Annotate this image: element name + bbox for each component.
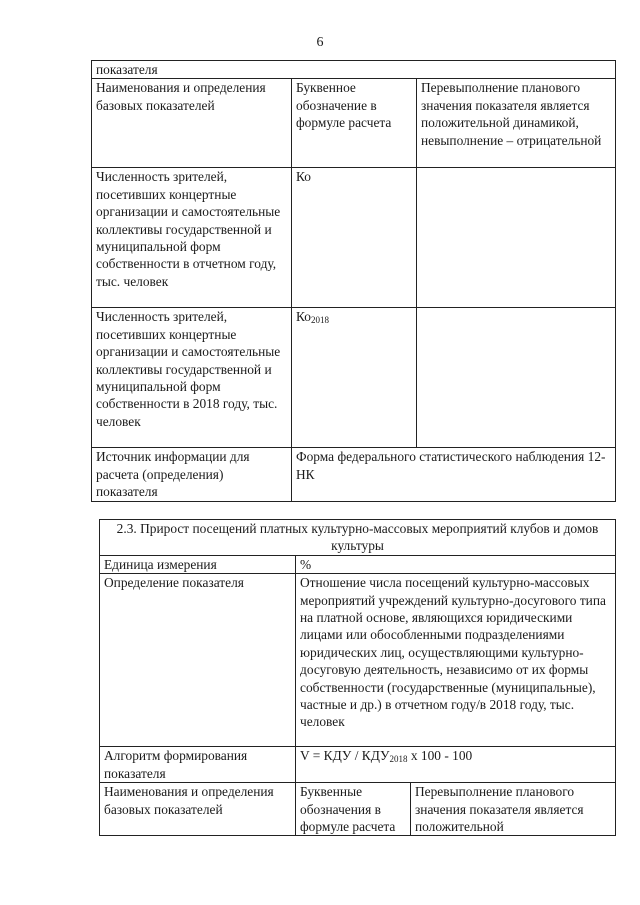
- indicator-symbol: [292, 308, 417, 448]
- table-row: [92, 61, 616, 79]
- unit-value: %: [296, 555, 616, 573]
- indicator-name: Численность зрителей, посетивших концертные организации и самостоятельные коллективы государственной и муниципальной форм собственности в 2018 году, тыс. человек: [92, 308, 292, 448]
- symbol-subscript: 2018: [310, 315, 329, 326]
- header-names: Наименования и определения базовых показателей: [92, 79, 292, 168]
- empty-cell: [417, 308, 616, 448]
- section-title: 2.3. Прирост посещений платных культурно-массовых мероприятий клубов и домов культуры: [100, 520, 616, 556]
- formula-part-a: V = КДУ / КДУ: [300, 748, 390, 764]
- header-symbol: Буквенные обозначения в формуле расчета: [296, 783, 411, 836]
- indicator-symbol: Ко: [292, 168, 417, 308]
- algorithm-label: Алгоритм формирования показателя: [100, 747, 296, 783]
- algorithm-formula: [296, 747, 616, 783]
- table-row: [100, 555, 616, 573]
- table-row: [92, 448, 616, 501]
- unit-label: Единица измерения: [100, 555, 296, 573]
- indicator-table-2-3: [99, 519, 616, 836]
- header-dynamics: Перевыполнение планового значения показателя является положительной: [411, 783, 616, 836]
- symbol-text: Ко: [296, 309, 311, 325]
- indicator-table-continued: [91, 60, 616, 502]
- source-label: Источник информации для расчета (определения) показателя: [92, 448, 292, 501]
- table-row: [100, 574, 616, 747]
- table-header-row: [92, 79, 616, 168]
- table-row: [92, 168, 616, 308]
- table-row: [100, 747, 616, 783]
- page-number: 6: [316, 35, 324, 50]
- header-dynamics: Перевыполнение планового значения показателя является положительной динамикой, невыполнение – отрицательной: [417, 79, 616, 168]
- table-row: [92, 308, 616, 448]
- empty-cell: [417, 168, 616, 308]
- definition-value: Отношение числа посещений культурно-массовых мероприятий учреждений культурно-досугового типа на платной основе, являющихся юридическими лицами или обособленными подразделениями юридических лиц, осуществляющими культурно-досуговую деятельность, независимо от их формы собственности (государственные (муниципальные), частные и др.) в отчетном году/в 2018 году, тыс. человек: [296, 574, 616, 747]
- definition-label: Определение показателя: [100, 574, 296, 747]
- table-header-row: [100, 783, 616, 836]
- formula-subscript: 2018: [389, 754, 408, 765]
- indicator-name: Численность зрителей, посетивших концертные организации и самостоятельные коллективы государственной и муниципальной форм собственности в отчетном году, тыс. человек: [92, 168, 292, 308]
- header-names: Наименования и определения базовых показателей: [100, 783, 296, 836]
- formula-part-b: x 100 - 100: [407, 748, 473, 764]
- source-value: Форма федерального статистического наблюдения 12-НК: [292, 448, 616, 501]
- table-title-row: [100, 520, 616, 556]
- header-symbol: Буквенное обозначение в формуле расчета: [292, 79, 417, 168]
- continued-cell: показателя: [92, 61, 616, 79]
